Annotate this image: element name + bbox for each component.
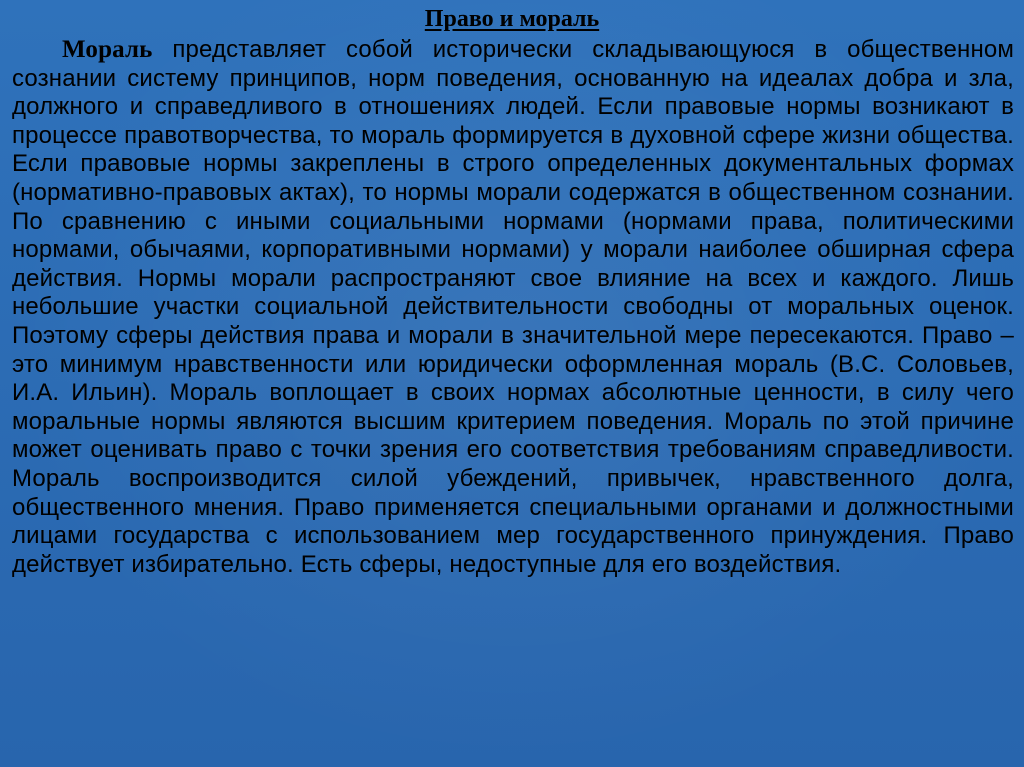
lead-term: Мораль [62, 36, 153, 63]
slide-title: Право и мораль [424, 6, 600, 32]
slide-body-paragraph [12, 36, 1014, 579]
body-text: представляет собой исторически складывающуюся в общественном сознании систему принципов, норм поведения, основанную на идеалах добра и зла, должного и справедливого в отношениях людей. Если правовые нормы возникают в процессе правотворчества, то мораль формируется в духовной сфере жизни общества. Если правовые нормы закреплены в строго определенных документальных формах (нормативно-правовых актах), то нормы морали содержатся в общественном сознании. По сравнению с иными социальными нормами (нормами права, политическими нормами, обычаями, корпоративными нормами) у морали наиболее обширная сфера действия. Нормы морали распространяют свое влияние на всех и каждого. Лишь небольшие участки социальной действительности свободны от моральных оценок. Поэтому сферы действия права и морали в значительной мере пересекаются. Право – это минимум нравственности или юридически оформленная мораль (В.С. Соловьев, И.А. Ильин). Мораль воплощает в своих нормах абсолютные ценности, в силу чего моральные нормы являются высшим критерием поведения. Мораль по этой причине может оценивать право с точки зрения его соответствия требованиям справедливости. Мораль воспроизводится силой убеждений, привычек, нравственного долга, общественного мнения. Право применяется специальными органами и должностными лицами государства с использованием мер государственного принуждения. Право действует избирательно. Есть сферы, недоступные для его воздействия. [12, 36, 1014, 578]
